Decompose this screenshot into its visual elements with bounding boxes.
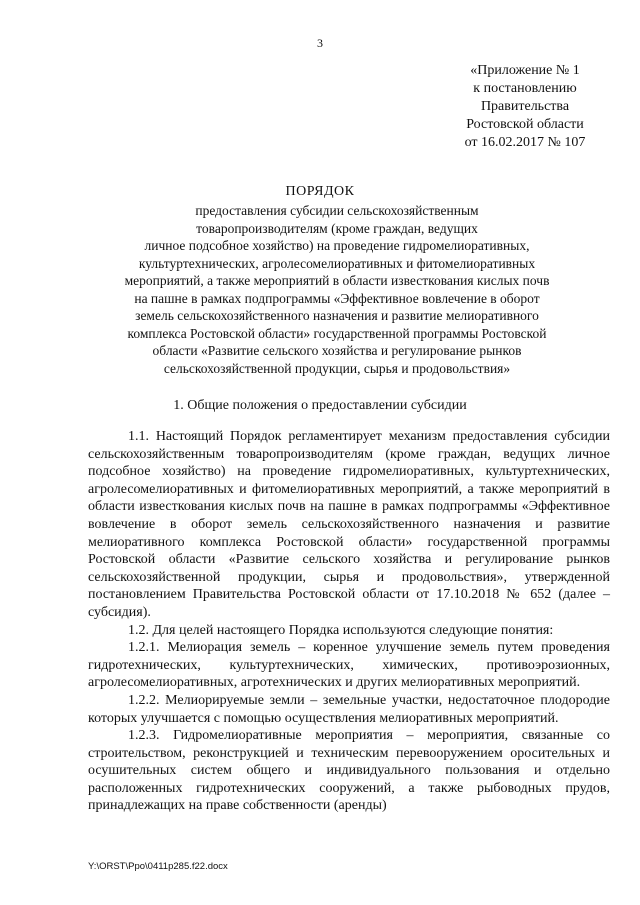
paragraph: 1.2.2. Мелиорируемые земли – земельные участки, недостаточное плодородие которых улучшается с помощью осуществления мелиоративных мероприятий. [88,692,610,726]
appendix-line: «Приложение № 1 [470,63,580,78]
appendix-line: Ростовской области [466,117,584,132]
document-subtitle [108,202,566,377]
appendix-line: от 16.02.2017 № 107 [464,135,586,150]
body-text [88,428,610,815]
appendix-line: к постановлению [473,81,577,96]
appendix-block [440,62,610,152]
page-number: 3 [317,36,323,50]
file-path-footer: Y:\ORST\Ppo\0411p285.f22.docx [88,861,228,872]
subtitle-line: предоставления субсидии сельскохозяйственным [195,203,479,218]
paragraph: 1.1. Настоящий Порядок регламентирует механизм предоставления субсидии сельскохозяйственным товаропроизводителям (кроме граждан, ведущих личное подсобное хозяйство) на проведение гидромелиоративных, культуртехнических, агролесомелиоративных и фитомелиоративных мероприятий, а также мероприятий в области известкования кислых почв на пашне в рамках подпрограммы «Эффективное вовлечение в оборот земель сельскохозяйственного назначения и развитие мелиоративного комплекса Ростовской области» государственной программы Ростовской области «Развитие сельского хозяйства и регулирование рынков сельскохозяйственной продукции, сырья и продовольствия», утвержденной постановлением Правительства Ростовской области от 17.10.2018 № 652 (далее – субсидия). [88,429,610,620]
subtitle-line: личное подсобное хозяйство) на проведение гидромелиоративных, [144,238,530,253]
subtitle-line: мероприятий, а также мероприятий в области известкования кислых почв [124,273,550,288]
subtitle-line: культуртехнических, агролесомелиоративных и фитомелиоративных [138,255,536,271]
appendix-line: Правительства [480,99,570,114]
paragraph: 1.2.3. Гидромелиоративные мероприятия – мероприятия, связанные со строительством, реконструкцией и техническим перевооружением оросительных и осушительных систем общего и индивидуального пользования и отдельно расположенных гидротехнических сооружений, а также рыбоводных прудов, принадлежащих на праве собственности (аренды) [88,728,610,814]
subtitle-line: комплекса Ростовской области» государственной программы Ростовской [127,325,547,341]
subtitle-line: земель сельскохозяйственного назначения и развитие мелиоративного [135,308,539,323]
subtitle-line: области «Развитие сельского хозяйства и регулирование рынков [152,343,522,358]
section-heading: 1. Общие положения о предоставлении субсидии [173,398,467,413]
subtitle-line: на пашне в рамках подпрограммы «Эффективное вовлечение в оборот [134,290,540,306]
paragraph: 1.2.1. Мелиорация земель – коренное улучшение земель путем проведения гидротехнических, культуртехнических, химических, противоэрозионных, агролесомелиоративных, агротехнических и других мелиоративных мероприятий. [88,640,610,691]
subtitle-line: товаропроизводителям (кроме граждан, ведущих [196,220,478,236]
document-title: ПОРЯДОК [285,184,355,199]
subtitle-line: сельскохозяйственной продукции, сырья и продовольствия» [163,360,511,376]
paragraph: 1.2. Для целей настоящего Порядка используются следующие понятия: [128,622,554,638]
